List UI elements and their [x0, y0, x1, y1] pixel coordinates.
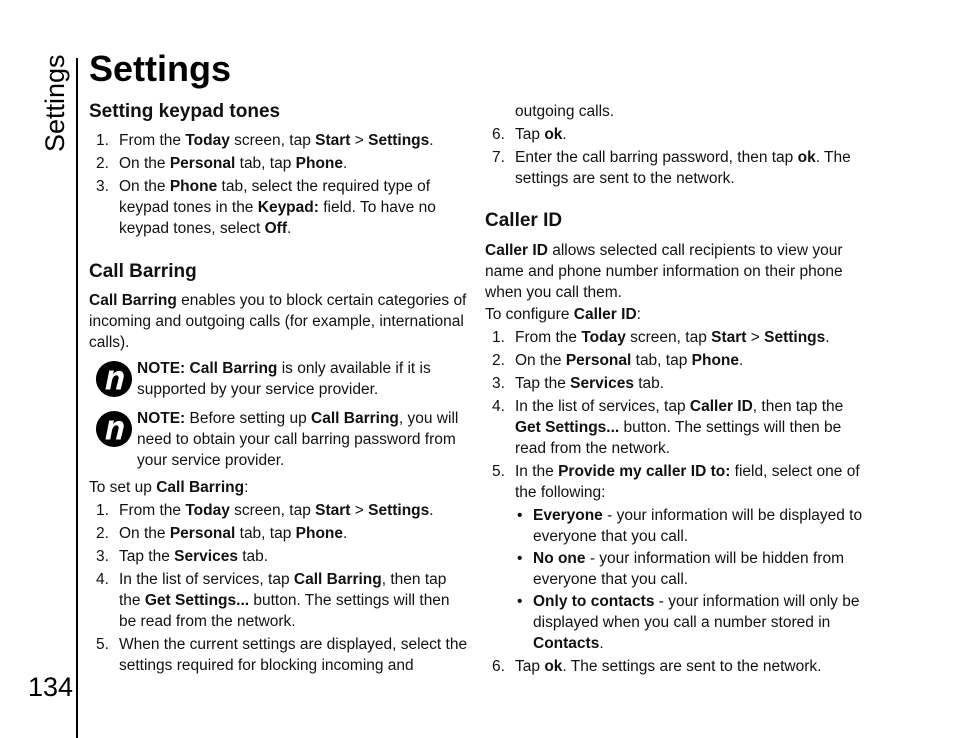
bold-term: Caller ID [573, 306, 637, 323]
text-run: tab. [633, 375, 665, 392]
bold-term: Caller ID [485, 242, 548, 259]
page-title: Settings [89, 48, 232, 89]
step-text [119, 155, 347, 172]
bold-term: Today [185, 132, 230, 149]
step-item [89, 523, 469, 544]
bold-term: Settings [368, 132, 430, 149]
step-item [485, 327, 865, 348]
text-run: . The settings are sent to the network. [515, 149, 851, 187]
step-item [89, 130, 469, 151]
text-run: > [350, 502, 369, 519]
text-run: . [429, 502, 434, 519]
step-text [515, 352, 743, 369]
bold-term: Keypad: [257, 199, 319, 216]
bold-term: No one [533, 550, 586, 567]
step-number: 6. [492, 658, 505, 675]
text-run: To set up [89, 479, 157, 496]
step-item [485, 461, 865, 654]
text-run: allows selected call recipients to view your name and phone number information on their phone when you call them. [485, 242, 843, 301]
text-run: , then tap the [119, 571, 447, 609]
text-run: screen, tap [625, 329, 712, 346]
step-text [515, 658, 821, 675]
step-number: 4. [492, 398, 505, 415]
caller-id-intro [485, 240, 865, 303]
text-run: From the [119, 132, 186, 149]
call-barring-steps-continued [485, 124, 865, 191]
text-run: : [244, 479, 249, 496]
text-run: . [429, 132, 434, 149]
step-text [119, 502, 434, 519]
note-icon [95, 360, 133, 398]
step-number: 6. [492, 126, 505, 143]
step-item [89, 500, 469, 521]
step-text [119, 132, 434, 149]
text-run: tab, tap [235, 155, 296, 172]
text-run: button. The settings will then be read from the network. [119, 592, 450, 630]
text-run: Tap [515, 126, 545, 143]
step-item [485, 373, 865, 394]
page-side-rule [76, 58, 78, 738]
step-item [89, 176, 469, 239]
step-item [485, 656, 865, 677]
text-run: tab, tap [631, 352, 692, 369]
text-run: On the [119, 155, 170, 172]
step-number: 3. [492, 375, 505, 392]
step-text [119, 636, 467, 674]
step-text [119, 525, 347, 542]
step-item [89, 634, 469, 676]
bold-term: Personal [169, 155, 236, 172]
bold-term: ok [797, 149, 816, 166]
step-text [119, 178, 436, 237]
step-text [515, 375, 664, 392]
step-text [515, 398, 843, 457]
text-run: , then tap the [752, 398, 844, 415]
bold-term: Personal [565, 352, 632, 369]
step-number: 1. [96, 502, 109, 519]
text-run: . [739, 352, 744, 369]
bold-term: Caller ID [689, 398, 753, 415]
text-run: screen, tap [229, 132, 316, 149]
bold-term: Call Barring [293, 571, 382, 588]
text-run: . [562, 126, 567, 143]
text-run: is only available if it is supported by your service provider. [137, 360, 431, 398]
text-run: From the [119, 502, 186, 519]
bold-term: Get Settings... [144, 592, 250, 609]
text-run: > [350, 132, 369, 149]
text-run: screen, tap [229, 502, 316, 519]
bold-term: Start [315, 502, 351, 519]
step-number: 1. [492, 329, 505, 346]
bold-term: Call Barring [189, 360, 278, 377]
text-run: tab. [237, 548, 269, 565]
text-run: On the [119, 178, 170, 195]
option-list [515, 505, 865, 654]
bold-term: Call Barring [311, 410, 399, 427]
step-text [515, 149, 851, 187]
step-text [515, 329, 830, 346]
text-run: . [343, 155, 348, 172]
text-run: > [746, 329, 765, 346]
bold-term: Call Barring [89, 292, 177, 309]
call-barring-setup-intro [89, 477, 469, 498]
step-number: 3. [96, 178, 109, 195]
text-run: . [343, 525, 348, 542]
text-run: On the [515, 352, 566, 369]
bold-term: Phone [169, 178, 218, 195]
bold-term: Start [315, 132, 351, 149]
text-run: In the [515, 463, 559, 480]
step-number: 7. [492, 149, 505, 166]
step-number: 2. [492, 352, 505, 369]
bold-term: Today [581, 329, 626, 346]
step-item [485, 147, 865, 189]
text-run: . [825, 329, 830, 346]
caller-id-config-intro [485, 304, 865, 325]
note-callout-1 [89, 358, 469, 400]
step-item [89, 569, 469, 632]
text-run: , you will need to obtain your call barring password from your service provider. [137, 410, 459, 469]
option-item [515, 505, 865, 547]
note-callout-2 [89, 408, 469, 471]
text-run: tab, tap [235, 525, 296, 542]
text-run: field, select one of the following: [515, 463, 860, 501]
step-item [485, 350, 865, 371]
bold-term: Services [570, 375, 634, 392]
text-run: - your information will be hidden from everyone that you call. [533, 550, 844, 588]
call-barring-intro [89, 290, 469, 353]
step-number: 5. [96, 636, 109, 653]
bold-term: Call Barring [156, 479, 245, 496]
text-run: Tap the [119, 548, 175, 565]
step-number: 2. [96, 155, 109, 172]
call-barring-heading: Call Barring [89, 261, 197, 282]
step-item [89, 546, 469, 567]
step-item [89, 153, 469, 174]
text-run: In the list of services, tap [119, 571, 294, 588]
caller-id-heading: Caller ID [485, 210, 563, 231]
text-run: Enter the call barring password, then tap [515, 149, 798, 166]
note-text [137, 408, 469, 471]
text-run: - your information will be displayed to everyone that you call. [533, 507, 863, 545]
bold-term: Get Settings... [515, 419, 620, 436]
bold-term: Start [711, 329, 747, 346]
bold-term: Provide my caller ID to: [558, 463, 731, 480]
bold-term: Everyone [533, 507, 603, 524]
keypad-tones-steps [89, 130, 469, 241]
text-run: - your information will only be displayed when you call a number stored in [533, 593, 860, 631]
bold-term: NOTE: [137, 360, 190, 377]
option-item [515, 548, 865, 590]
bold-term: Only to contacts [533, 593, 655, 610]
text-run: . The settings are sent to the network. [562, 658, 822, 675]
step-text [515, 126, 567, 143]
option-item [515, 591, 865, 654]
text-run: . [287, 220, 292, 237]
text-run: : [636, 306, 641, 323]
bold-term: Personal [169, 525, 236, 542]
text-run: On the [119, 525, 170, 542]
step-item [485, 124, 865, 145]
step-text [119, 548, 268, 565]
bold-term: Settings [764, 329, 826, 346]
step-item [485, 396, 865, 459]
text-run: enables you to block certain categories of incoming and outgoing calls (for example, international calls). [89, 292, 467, 351]
text-run: To configure [485, 306, 574, 323]
text-run: field. To have no keypad tones, select [119, 199, 436, 237]
call-barring-steps [89, 500, 469, 678]
text-run: Tap [515, 658, 545, 675]
text-run: Tap the [515, 375, 571, 392]
text-run: In the list of services, tap [515, 398, 690, 415]
text-run: From the [515, 329, 582, 346]
step-text [515, 463, 860, 501]
bold-term: NOTE: [137, 410, 186, 427]
bold-term: ok [544, 658, 563, 675]
keypad-tones-heading: Setting keypad tones [89, 101, 281, 122]
text-run: When the current settings are displayed, select the settings required for blocking incoming and [119, 636, 468, 674]
bold-term: ok [544, 126, 563, 143]
text-run: button. The settings will then be read from the network. [515, 419, 842, 457]
note-icon [95, 410, 133, 448]
bold-term: Today [185, 502, 230, 519]
page-number: 134 [28, 672, 74, 702]
call-barring-step-5-continued: outgoing calls. [515, 103, 615, 120]
step-number: 1. [96, 132, 109, 149]
chapter-side-label: Settings [40, 54, 70, 152]
step-number: 4. [96, 571, 109, 588]
bold-term: Settings [368, 502, 430, 519]
bold-term: Phone [295, 525, 344, 542]
step-number: 5. [492, 463, 505, 480]
bold-term: Contacts [533, 635, 600, 652]
step-number: 2. [96, 525, 109, 542]
step-number: 3. [96, 548, 109, 565]
bold-term: Phone [295, 155, 344, 172]
step-text [119, 571, 450, 630]
text-run: tab, select the required type of keypad tones in the [119, 178, 431, 216]
text-run: . [599, 635, 604, 652]
caller-id-steps [485, 327, 865, 679]
note-text [137, 358, 469, 400]
bold-term: Off [264, 220, 288, 237]
bold-term: Phone [691, 352, 740, 369]
text-run: Before setting up [185, 410, 312, 427]
bold-term: Services [174, 548, 238, 565]
